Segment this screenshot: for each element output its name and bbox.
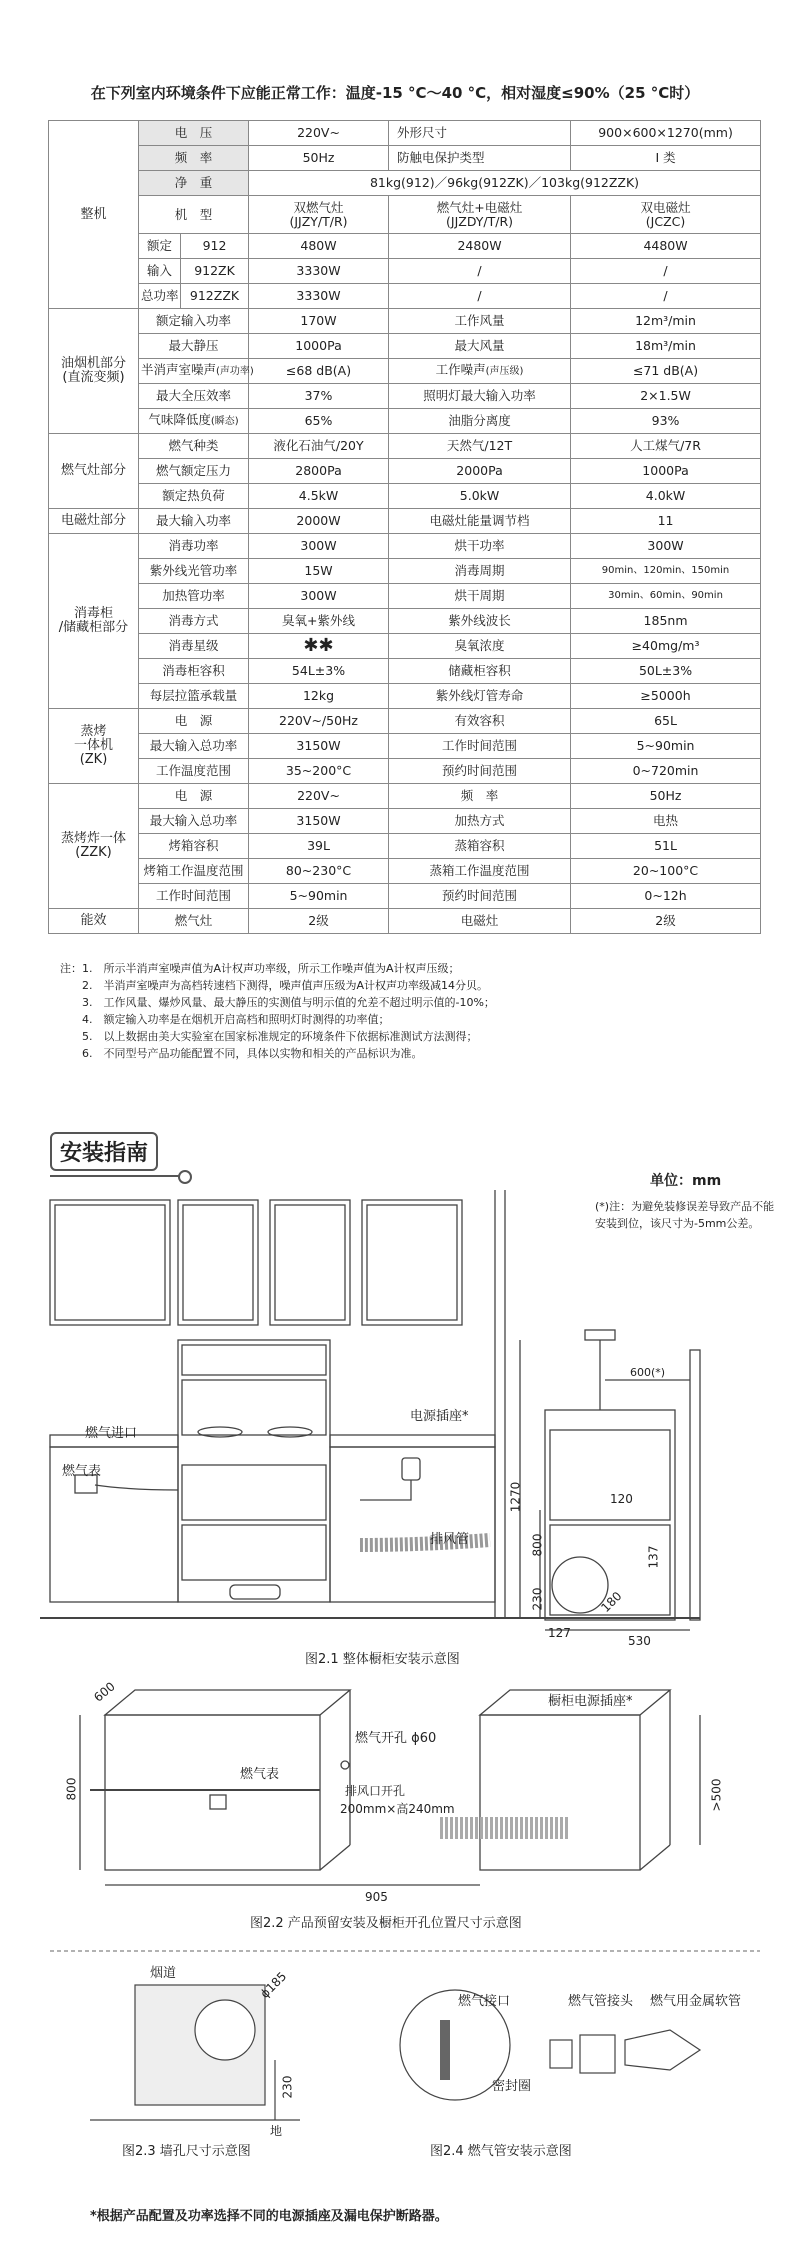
exhaust-label: 排风管 — [430, 1532, 470, 1547]
fig3-caption: 图2.3 墙孔尺寸示意图 — [122, 2144, 251, 2159]
gas-port-label: 燃气接口 — [458, 1994, 511, 2009]
socket-label: 电源插座* — [410, 1409, 469, 1424]
tolerance-note: (*)注：为避免装修误差导致产品不能安装到位，该尺寸为-5mm公差。 — [595, 1200, 775, 1230]
group-gas: 燃气灶部分 — [49, 434, 139, 509]
fig-wall-hole — [0, 1960, 790, 2140]
gas-inlet-label: 燃气进口 — [85, 1426, 138, 1441]
dim3-185: ϕ185 — [257, 1969, 290, 2001]
guide-underline — [50, 1175, 180, 1177]
dim-137: 137 — [646, 1545, 661, 1569]
dim-230: 230 — [530, 1587, 545, 1611]
group-main: 整机 — [49, 121, 139, 309]
seal-label: 密封圈 — [492, 2079, 532, 2094]
dim-800: 800 — [530, 1533, 545, 1557]
vent-size-label: 200mm×高240mm — [340, 1802, 455, 1816]
dim-530: 530 — [628, 1634, 651, 1648]
flue-label: 烟道 — [150, 1966, 177, 1981]
dim-600: 600(*) — [630, 1366, 666, 1379]
hose-label: 燃气用金属软管 — [650, 1994, 742, 2009]
footnote: *根据产品配置及功率选择不同的电源插座及漏电保护断路器。 — [90, 2209, 448, 2224]
dashed-separator — [0, 1948, 790, 1954]
group-efficiency: 能效 — [49, 909, 139, 934]
joint-label: 燃气管接头 — [568, 1994, 634, 2009]
fig2-gas-meter: 燃气表 — [240, 1767, 280, 1782]
dim-120: 120 — [610, 1492, 633, 1506]
guide-dot — [178, 1170, 192, 1184]
group-zzk: 蒸烤炸一体 (ZZK) — [49, 784, 139, 909]
gas-hole-label: 燃气开孔 ϕ60 — [355, 1731, 437, 1746]
fig1-caption: 图2.1 整体橱柜安装示意图 — [305, 1652, 460, 1667]
spec-table: 整机 电 压 220V~ 外形尺寸 900×600×1270(mm) 频 率 50Hz 防触电保护类型 I 类 净 重 81kg(912)／96kg(912ZK)／103kg(912ZZK) 机 型 双燃气灶 (JJZY/T/R) 燃气灶+电磁灶 (JJZDY/T/R) 双电磁灶 (JCZC) 额定 912 480W 2480W 4480W 输入 912ZK 3330W / / 总功率 912ZZK 3330W / / 油烟机部分 (直流变频) 额定输入功率 170W 工作风量 12m³/min 最大静压 1000Pa 最大风量 18m³/min 半消声室噪声(声功率) ≤68 dB(A) 工作噪声(声压级) ≤71 dB(A) 最大全压效率 37% 照明灯最大输入功率 2×1.5W 气味降低度(瞬态) 65% 油脂分离度 93% 燃气灶部分 燃气种类 液化石油气/20Y 天然气/12T 人工煤气/7R 燃气额定压力 2800Pa 2000Pa 1000Pa 额定热负荷 4.5kW 5.0kW 4.0kW 电磁灶部分 最大输入功率 2000W 电磁灶能量调节档 11 消毒柜 /储藏柜部分 消毒功率 300W 烘干功率 300W 紫外线光管功率 15W 消毒周期 90min、120min、150min 加热管功率 300W 烘干周期 30min、60min、90min 消毒方式 臭氧+紫外线 紫外线波长 185nm 消毒星级 ✱✱ 臭氧浓度 ≥40mg/m³ 消毒柜容积 54L±3% 储藏柜容积 50L±3% 每层拉篮承载量 12kg 紫外线灯管寿命 ≥5000h 蒸烤 一体机 (ZK) 电 源 220V~/50Hz 有效容积 65L 最大输入总功率 3150W 工作时间范围 5~90min 工作温度范围 35~200°C 预约时间范围 0~720min 蒸烤炸一体 (ZZK) 电 源 220V~ 频 率 50Hz 最大输入总功率 3150W 加热方式 电热 烤箱容积 39L 蒸箱容积 51L 烤箱工作温度范围 80~230°C 蒸箱工作温度范围 20~100°C 工作时间范围 5~90min 预约时间范围 0~12h 能效 燃气灶 2级 电磁灶 2级 — [48, 120, 761, 934]
fig2-caption: 图2.2 产品预留安装及橱柜开孔位置尺寸示意图 — [250, 1916, 522, 1931]
group-hood: 油烟机部分 (直流变频) — [49, 309, 139, 434]
cabinet-socket-label: 橱柜电源插座* — [548, 1694, 633, 1709]
group-induction: 电磁灶部分 — [49, 509, 139, 534]
dim2-905: 905 — [365, 1890, 388, 1904]
dim-1270: 1270 — [508, 1481, 523, 1513]
group-zk: 蒸烤 一体机 (ZK) — [49, 709, 139, 784]
vent-label: 排风口开孔 — [345, 1784, 406, 1798]
dim2-500: >500 — [709, 1778, 724, 1812]
section-title: 安装指南 — [50, 1132, 158, 1171]
ground-label: 地 — [270, 2124, 283, 2138]
unit-label: 单位：mm — [650, 1173, 722, 1189]
page-title: 在下列室内环境条件下应能正常工作：温度-15 °C～40 °C，相对湿度≤90%（25 °C时） — [90, 84, 700, 102]
notes: 注：1. 所示半消声室噪声值为A计权声功率级，所示工作噪声值为A计权声压级； 2. 半消声室噪声为高档转速档下测得，噪声值声压级为A计权声功率级减14分贝。 3. 工作风量、爆炒风量、最大静压的实测值与明示值的允差不超过明示值的-10%； 4. 额定输入功率是在烟机开启高档和照明灯时测得的功率值； 5. 以上数据由美大实验室在国家标准规定的环境条件下依据标准测试方法测得； 6. 不同型号产品功能配置不同，具体以实物和相关的产品标识为准。 — [60, 962, 495, 1060]
gas-meter-label: 燃气表 — [62, 1464, 102, 1479]
dim-127: 127 — [548, 1626, 571, 1640]
group-disinfect: 消毒柜 /储藏柜部分 — [49, 534, 139, 709]
dim-180: 180 — [598, 1588, 625, 1616]
dim2-600: 600 — [91, 1679, 118, 1705]
dim2-800: 800 — [64, 1777, 79, 1801]
star-rating: ✱✱ — [249, 634, 389, 659]
fig4-caption: 图2.4 燃气管安装示意图 — [430, 2144, 572, 2159]
dim3-230: 230 — [280, 2075, 295, 2099]
